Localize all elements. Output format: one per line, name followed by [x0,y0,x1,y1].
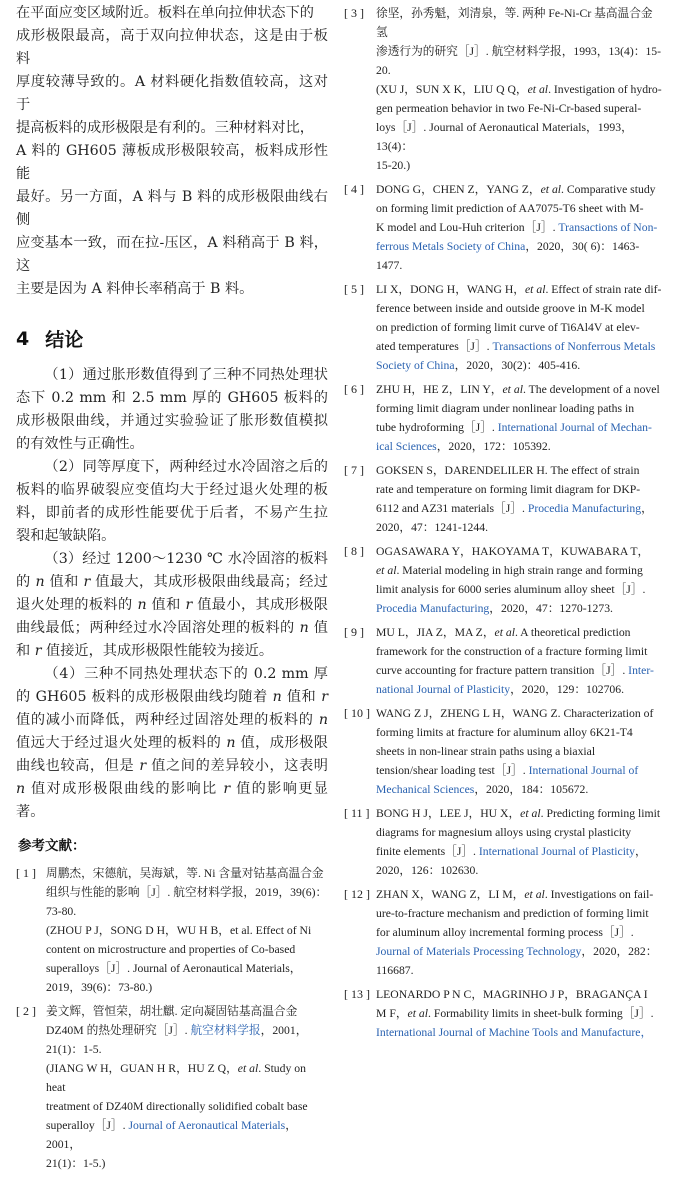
reference-item: [ 3 ] 徐坚，孙秀魁，刘清泉，等. 两种 Fe-Ni-Cr 基高温合金氢 渗透行为的研究［J］. 航空材料学报，1993，13(4)：15- 20. (XU J，SUN X K，LIU Q Q，et al. Investigation of hydro- gen permeation behavior in two Fe-Ni-Cr-based superal- loys［J］. Journal of Aeronautical Materials，1993，13(4)： 15-20.) [344,6,662,172]
reference-item: [ 13 ] LEONARDO P N C，MAGRINHO J P，BRAGANÇA I M F，et al. Formability limits in sheet-bulk forming［J］. International Journal of Machine Tools and Manufacture， [344,987,654,1039]
reference-item: [ 8 ] OGASAWARA Y，HAKOYAMA T，KUWABARA T， et al. Material modeling in high strain range and forming limit analysis for 6000 series aluminum alloy sheet［J］. Procedia Manufacturing，2020，47：1270-1273. [344,544,650,615]
reference-item: [ 7 ] GOKSEN S，DARENDELILER H. The effect of strain rate and temperature on forming limit diagram for DKP- 6112 and AZ31 materials［J］. Procedia Manufacturing， 2020，47：1241-1244. [344,463,653,534]
discussion-paragraph: 在平面应变区域附近。板料在单向拉伸状态下的 成形极限最高，高于双向拉伸状态，这是由于板料 厚度较薄导致的。A 材料硬化指数值较高，这对于 提高板料的成形极限是有利的。三种材料对比， A 料的 GH605 薄板成形极限较高，板料成形性能 最好。另一方面，A 料与 B 料的成形极限曲线右侧 应变基本一致，而在拉-压区，A 料稍高于 B 料，这 主要是因为 A 料伸长率稍高于 B 料。 [16,5,328,297]
reference-item: [ 9 ] MU L，JIA Z，MA Z，et al. A theoretical prediction framework for the construction of a fracture forming limit curve accounting for fracture pattern transition［J］. Inter- national Journal of Plasticity，2020，129：102706. [344,625,654,696]
reference-item: [ 1 ] 周鹏杰，宋德航，吴海斌，等. Ni 含量对钴基高温合金 组织与性能的影响［J］. 航空材料学报，2019，39(6)： 73-80. (ZHOU P J，SONG D H，WU H B，et al. Effect of Ni content on microstructure and properties of Co-based superalloys［J］. Journal of Aeronautical Materials，2019，39(6)：73-80.) [16,866,328,994]
conclusion-4: （4）三种不同热处理状态下的 0.2 mm 厚的 GH605 板料的成形极限曲线均随着 n 值和 r 值的减小而降低，两种经过固溶处理的板料的 n 值远大于经过退火处理的板料的 n 值，成形极限曲线也较高，但是 r 值之间的差异较小，这表明 n 值对成形极限曲线的影响比 r 值的影响更显著。 [16,666,328,820]
reference-item: [ 6 ] ZHU H，HE Z，LIN Y，et al. The development of a novel forming limit diagram under nonlinear loading paths in tube hydroforming［J］. International Journal of Mechan- ical Sciences，2020，172：105392. [344,382,660,453]
reference-item: [ 11 ] BONG H J，LEE J，HU X，et al. Predicting forming limit diagrams for magnesium alloys using crystal plasticity finite elements［J］. International Journal of Plasticity， 2020，126：102630. [344,806,661,877]
conclusion-2: （2）同等厚度下，两种经过水冷固溶之后的板料的临界破裂应变值均大于经过退火处理的板料，即前者的成形性能要优于后者，不易产生拉裂和起皱缺陷。 [16,459,328,544]
reference-item: [ 4 ] DONG G，CHEN Z，YANG Z，et al. Comparative study on forming limit prediction of AA7075-T6 sheet with M- K model and Lou-Huh criterion［J］. Transactions of Non- ferrous Metals Society of China，2020，30( 6)：1463- 1477. [344,182,658,272]
section-heading [16,325,328,352]
reference-item: [ 12 ] ZHAN X，WANG Z，LI M，et al. Investigations on fail- ure-to-fracture mechanism and prediction of forming limit for aluminum alloy incremental forming process［J］. Journal of Materials Processing Technology，2020，282： 116687. [344,887,658,977]
reference-item: [ 10 ] WANG Z J，ZHENG L H，WANG Z. Characterization of forming limits at fracture for aluminum alloy 6K21-T4 sheets in non-linear strain paths using a biaxial tension/shear loading test［J］. International Journal of Mechanical Sciences，2020，184：105672. [344,706,654,796]
section-title: 结论 [45,329,84,351]
conclusion-3: （3）经过 1200～1230 ℃ 水冷固溶的板料的 n 值和 r 值最大，其成形极限曲线最高；经过退火处理的板料的 n 值和 r 值最小，其成形极限曲线最低；两种经过水冷固溶处理的板料的 n 值和 r 值接近，其成形极限性能较为接近。 [16,551,328,659]
right-column [344,4,664,1047]
references-title: 参考文献： [18,838,86,854]
left-column [16,0,328,1178]
conclusion-1: （1）通过胀形数值得到了三种不同热处理状态下 0.2 mm 和 2.5 mm 厚的 GH605 板料的成形极限曲线，并通过实验验证了胀形数值模拟的有效性与正确性。 [16,367,328,452]
reference-item: [ 5 ] LI X，DONG H，WANG H，et al. Effect of strain rate dif- ference between inside and outside groove in M-K model on prediction of forming limit curve of Ti6Al4V at elev- ated temperatures［J］. Transactions of Nonferrous Metals Society of China，2020，30(2)：405-416. [344,282,662,372]
reference-item: [ 2 ] 姜文辉，管恒荣，胡壮麒. 定向凝固钴基高温合金 DZ40M 的热处理研究［J］. 航空材料学报，2001， 21(1)：1-5. (JIANG W H，GUAN H R，HU Z Q，et al. Study on heat treatment of DZ40M directionally solidified cobalt base superalloy［J］. Journal of Aeronautical Materials，2001， 21(1)：1-5.) [16,1004,309,1170]
section-number: 4 [16,327,30,350]
